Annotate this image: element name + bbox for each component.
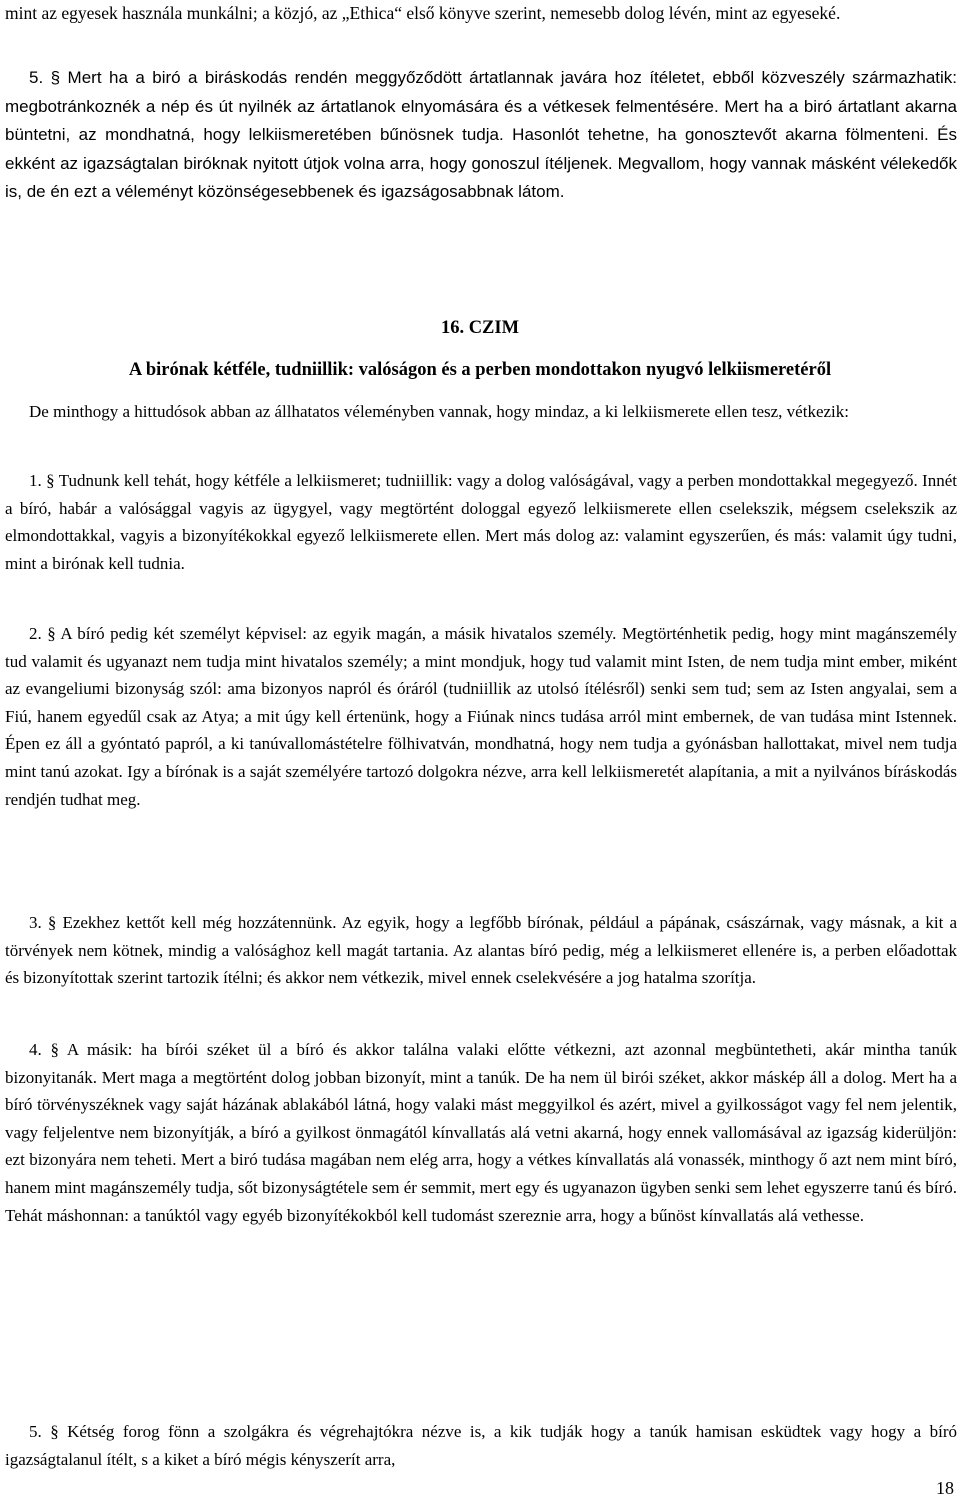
paragraph-number: 3. <box>29 913 48 932</box>
paragraph-number: 5. <box>29 68 51 87</box>
paragraph-text: A bíró pedig két személyt képvisel: az egyik magán, a másik hivatalos személy. Megtörténhetik pedig, hogy mint magánszemély tud valamit és ugyanazt nem tudja mint hivatalos személy; a mint mondjuk, hogy tud valamit mint Isten, de nem tudja mint ember, miként az evangeliumi bizonyság szól: ama bizonyos napról és óráról (tudniillik az utolsó ítélésről) senki sem tud; sem az Isten angyalai, sem a Fiú, hanem egyedűl csak az Atya; a mit úgy kell értenünk, hogy a Fiúnak nincs tudása arról mint embernek, de van tudása mint Istennek. Épen ez áll a gyóntató papról, a ki tanúvallomástételre fölhivatván, mondhatná, hogy nem tudja a gyónásban hallottakat, mivel nem tudja mint tanú azokat. Igy a bírónak is a saját személyére tartozó dolgokra nézve, arra kell lelkiismeretét alapítania, a mit a nyilvános bíráskodás rendjén tudhat meg. <box>5 624 958 809</box>
paragraph-5-previous <box>5 64 957 207</box>
continuation-text: mint az egyesek használa munkálni; a közjó, az „Ethica“ első könyve szerint, nemesebb dolog lévén, mint az egyeseké. <box>5 3 841 23</box>
paragraph-text: A másik: ha bírói széket ül a bíró és akkor találna valaki előtte vétkezni, azt azonnal megbüntetheti, akár mintha tanúk bizonyitanák. Mert maga a megtörtént dolog jobban bizonyít, mint a tanúk. De ha nem ül birói széket, akkor máskép áll a dolog. Mert ha a bíró törvényszéknek vagy saját házának ablakából látná, hogy valaki mást meggyilkol és azért, mivel a gyilkosságot vagy fel nem jelentik, vagy feljelentve nem bizonyítják, a bíró a gyilkost önmagától kínvallatás alá vetni akarná, hogy ennek vallomásával az igazság kiderüljön: ezt bizonyára nem teheti. Mert a biró tudása magában nem elég arra, hogy a vétkes kínvallatás alá vonassék, minthogy ő azt nem mint bíró, hanem mint magánszemély tudja, sőt bizonyságtétele sem ér semmit, mert egy és ugyanazon ügyben senki sem lehet egyszerre tanú és bíró. Tehát máshonnan: a tanúktól vagy egyéb bizonyítékokból kell tudomást szereznie arra, hogy a bűnöst kínvallatás alá vethesse. <box>5 1040 958 1225</box>
paragraph-text: Kétség forog fönn a szolgákra és végrehajtókra nézve is, a kik tudják hogy a tanúk hamisan esküdtek vagy hogy a bíró igazságtalanul ítélt, s a kiket a bíró mégis kényszerít arra, <box>5 1422 958 1469</box>
paragraph-5 <box>5 1418 957 1473</box>
section-mark-icon: § <box>50 1040 60 1059</box>
paragraph-number: 4. <box>29 1040 51 1059</box>
chapter-intro-text: De minthogy a hittudósok abban az állhatatos véleményben vannak, hogy mindaz, a ki lelkiismerete ellen tesz, vétkezik: <box>29 402 849 421</box>
section-mark-icon: § <box>47 624 56 643</box>
paragraph-3 <box>5 909 957 992</box>
page-number: 18 <box>936 1478 954 1498</box>
section-mark-icon: § <box>46 471 55 490</box>
chapter-heading: A birónak kétféle, tudniillik: valóságon és a perben mondottakon nyugvó lelkiismeretéről <box>128 360 832 380</box>
continuation-paragraph <box>5 0 957 28</box>
paragraph-text: Mert ha a biró a biráskodás rendén meggyőződött ártatlannak javára hoz ítéletet, ebből közveszély származhatik: megbotránkoznék a nép és út nyilnék az ártatlanok elnyomására és a vétkesek felmentésére. Mert ha a biró ártatlant akarna büntetni, az mondhatná, hogy lelkiismeretében bűnösnek tudja. Hasonlót tehetne, ha gonosztevőt akarna fölmenteni. És ekként az igazságtalan biróknak nyitott útjok volna arra, hogy gonoszul ítéljenek. Megvallom, hogy vannak másként vélekedők is, de én ezt a véleményt közönségesebbenek és igazságosabbnak látom. <box>5 68 957 201</box>
paragraph-number: 2. <box>29 624 48 643</box>
section-mark-icon: § <box>47 913 57 932</box>
paragraph-number: 5. <box>29 1422 51 1441</box>
paragraph-1 <box>5 467 957 577</box>
paragraph-number: 1. <box>29 471 47 490</box>
paragraph-4 <box>5 1036 957 1229</box>
chapter-intro <box>5 398 957 426</box>
chapter-number: 16. CZIM <box>440 318 520 338</box>
paragraph-text: Ezekhez kettőt kell még hozzátennünk. Az egyik, hogy a legfőbb bírónak, például a pápának, császárnak, vagy másnak, a kit a törvények nem kötnek, mindig a valósághoz kell magát tartania. Az alantas bíró pedig, még a lelkiismeret ellenére is, a perben előadottak és bizonyítottak szerint tartozik ítélni; és akkor nem vétkezik, mivel ennek cselekvésére a jog hatalma szorítja. <box>5 913 958 988</box>
section-mark-icon: § <box>50 68 61 87</box>
paragraph-2 <box>5 620 957 813</box>
paragraph-text: Tudnunk kell tehát, hogy kétféle a lelkiismeret; tudniillik: vagy a dolog valóságával, vagy a perben mondottakkal megegyező. Innét a bíró, habár a valósággal vagyis az ügygyel, vagy megtörtént dologgal egyező lelkiismerete ellen cselekszik, mégsem cselekszik az elmondottakkal, vagyis a bizonyítékokkal egyező lelkiismerete ellen. Mert más dolog az: valamint egyszerűen, és más: valamit úgy tudni, mint a birónak kell tudnia. <box>5 471 957 573</box>
section-mark-icon: § <box>50 1422 59 1441</box>
